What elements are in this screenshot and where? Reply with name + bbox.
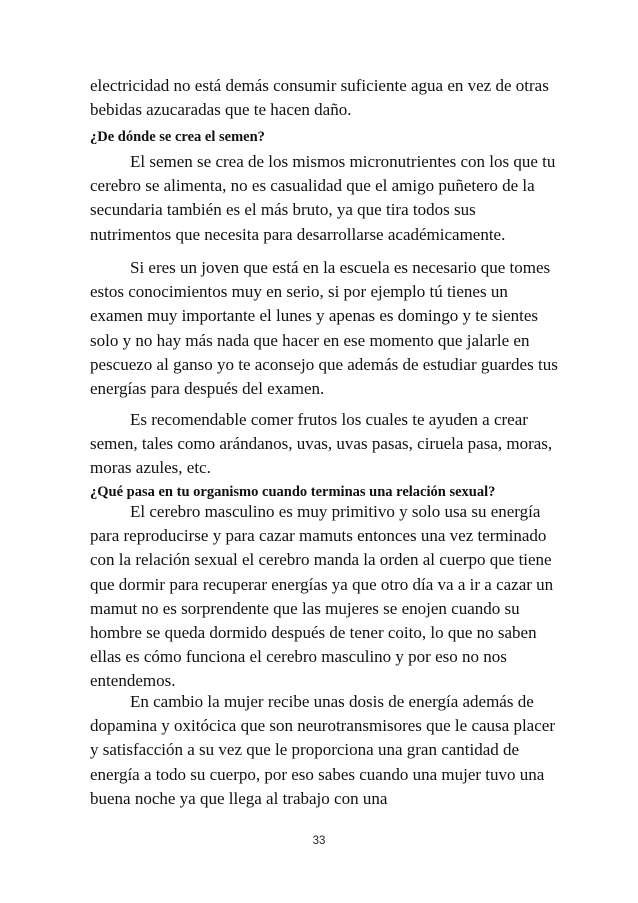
paragraph-school: Si eres un joven que está en la escuela es necesario que tomes estos conocimientos muy en serio, si por ejemplo tú tienes un examen muy importante el lunes y apenas es domingo y te sientes solo y no hay más nada que hacer en ese momento que jalarle en pescuezo al ganso yo te aconsejo que además de estudiar guardes tus energías para después del examen.: [90, 258, 558, 399]
page-number: 33: [312, 835, 326, 847]
paragraph-female-energy: En cambio la mujer recibe unas dosis de energía además de dopamina y oxitócica que son neurotransmisores que le causa placer y satisfacción a su vez que le proporciona una gran cantidad de energía a todo su cuerpo, por eso sabes cuando una mujer tuvo una buena noche ya que llega al trabajo con una: [90, 692, 555, 808]
paragraph-fruits: Es recomendable comer frutos los cuales te ayuden a crear semen, tales como arándanos, uvas, uvas pasas, ciruela pasa, moras, moras azules, etc.: [90, 410, 553, 478]
paragraph-semen-origin: El semen se crea de los mismos micronutrientes con los que tu cerebro se alimenta, no es casualidad que el amigo puñetero de la secundaria también es el más bruto, ya que tira todos sus nutrimentos que necesita para desarrollarse académicamente.: [90, 152, 556, 244]
heading-after-intercourse: ¿Qué pasa en tu organismo cuando terminas una relación sexual?: [90, 484, 496, 500]
paragraph-male-brain: El cerebro masculino es muy primitivo y solo usa su energía para reproducirse y para cazar mamuts entonces una vez terminado con la relación sexual el cerebro manda la orden al cuerpo que tiene que dormir para recuperar energías ya que otro día va a ir a cazar un mamut no es sorprendente que las mujeres se enojen cuando su hombre se queda dormido después de tener coito, lo que no saben ellas es cómo funciona el cerebro masculino y por eso no nos entendemos.: [90, 502, 554, 691]
heading-semen-origin: ¿De dónde se crea el semen?: [90, 129, 265, 145]
paragraph-water: electricidad no está demás consumir suficiente agua en vez de otras bebidas azucaradas que te hacen daño.: [90, 76, 549, 120]
